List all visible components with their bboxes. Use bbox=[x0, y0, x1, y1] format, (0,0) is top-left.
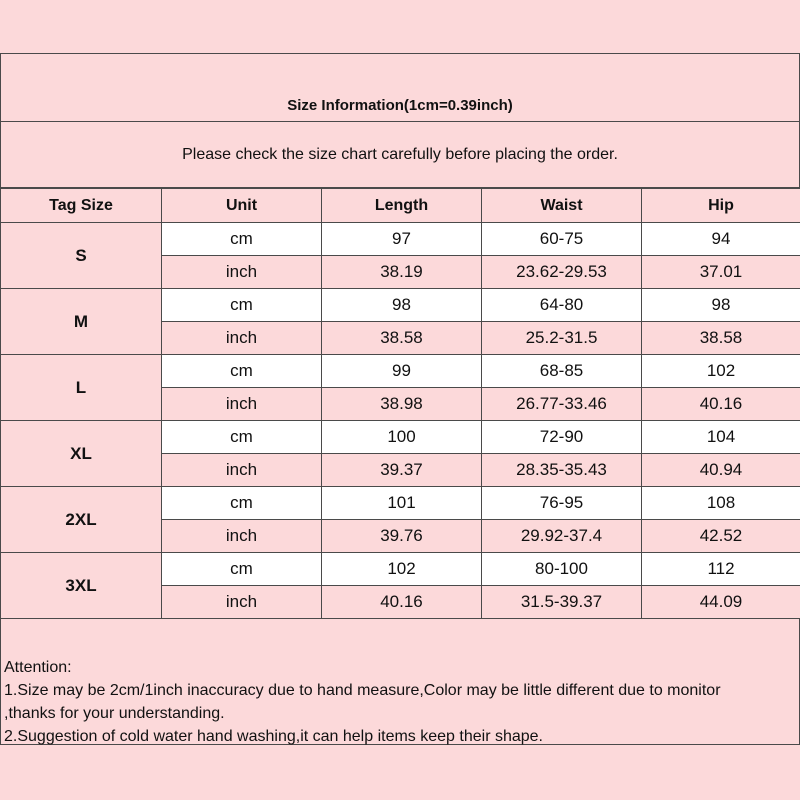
subtitle-row bbox=[0, 122, 800, 188]
table-row bbox=[1, 487, 800, 520]
unit-cell: cm bbox=[162, 289, 322, 322]
hip-cell: 44.09 bbox=[642, 586, 800, 619]
hip-cell: 98 bbox=[642, 289, 800, 322]
hip-cell: 42.52 bbox=[642, 520, 800, 553]
unit-cell: inch bbox=[162, 586, 322, 619]
tag-size-cell: XL bbox=[1, 421, 162, 487]
waist-cell: 26.77-33.46 bbox=[482, 388, 642, 421]
tag-size-cell: 2XL bbox=[1, 487, 162, 553]
title-row bbox=[0, 53, 800, 122]
table-row bbox=[1, 553, 800, 586]
header-tag-size: Tag Size bbox=[1, 189, 162, 223]
hip-cell: 102 bbox=[642, 355, 800, 388]
unit-cell: cm bbox=[162, 421, 322, 454]
hip-cell: 40.16 bbox=[642, 388, 800, 421]
tag-size-cell: M bbox=[1, 289, 162, 355]
tag-size-cell: 3XL bbox=[1, 553, 162, 619]
table-row bbox=[1, 355, 800, 388]
waist-cell: 29.92-37.4 bbox=[482, 520, 642, 553]
length-cell: 38.58 bbox=[322, 322, 482, 355]
hip-cell: 37.01 bbox=[642, 256, 800, 289]
waist-cell: 76-95 bbox=[482, 487, 642, 520]
waist-cell: 68-85 bbox=[482, 355, 642, 388]
length-cell: 102 bbox=[322, 553, 482, 586]
attention-notes bbox=[4, 656, 800, 748]
length-cell: 38.19 bbox=[322, 256, 482, 289]
hip-cell: 112 bbox=[642, 553, 800, 586]
length-cell: 38.98 bbox=[322, 388, 482, 421]
unit-cell: inch bbox=[162, 454, 322, 487]
length-cell: 40.16 bbox=[322, 586, 482, 619]
size-table bbox=[0, 188, 800, 619]
unit-cell: inch bbox=[162, 520, 322, 553]
length-cell: 98 bbox=[322, 289, 482, 322]
header-hip: Hip bbox=[642, 189, 800, 223]
unit-cell: cm bbox=[162, 223, 322, 256]
length-cell: 101 bbox=[322, 487, 482, 520]
note-line: 1.Size may be 2cm/1inch inaccuracy due to hand measure,Color may be little different due to monitor bbox=[4, 682, 721, 699]
note-line: 2.Suggestion of cold water hand washing,it can help items keep their shape. bbox=[4, 728, 543, 745]
waist-cell: 25.2-31.5 bbox=[482, 322, 642, 355]
page-title: Size Information(1cm=0.39inch) bbox=[287, 97, 513, 114]
length-cell: 100 bbox=[322, 421, 482, 454]
hip-cell: 94 bbox=[642, 223, 800, 256]
table-row bbox=[1, 421, 800, 454]
header-row bbox=[1, 189, 800, 223]
unit-cell: cm bbox=[162, 487, 322, 520]
waist-cell: 60-75 bbox=[482, 223, 642, 256]
hip-cell: 104 bbox=[642, 421, 800, 454]
unit-cell: cm bbox=[162, 355, 322, 388]
waist-cell: 64-80 bbox=[482, 289, 642, 322]
note-line: ,thanks for your understanding. bbox=[4, 705, 225, 722]
page-subtitle: Please check the size chart carefully before placing the order. bbox=[182, 146, 618, 163]
attention-heading: Attention: bbox=[4, 659, 72, 676]
length-cell: 99 bbox=[322, 355, 482, 388]
table-row bbox=[1, 223, 800, 256]
header-waist: Waist bbox=[482, 189, 642, 223]
unit-cell: cm bbox=[162, 553, 322, 586]
waist-cell: 72-90 bbox=[482, 421, 642, 454]
unit-cell: inch bbox=[162, 322, 322, 355]
length-cell: 97 bbox=[322, 223, 482, 256]
hip-cell: 38.58 bbox=[642, 322, 800, 355]
unit-cell: inch bbox=[162, 256, 322, 289]
tag-size-cell: L bbox=[1, 355, 162, 421]
length-cell: 39.37 bbox=[322, 454, 482, 487]
length-cell: 39.76 bbox=[322, 520, 482, 553]
header-unit: Unit bbox=[162, 189, 322, 223]
waist-cell: 23.62-29.53 bbox=[482, 256, 642, 289]
waist-cell: 80-100 bbox=[482, 553, 642, 586]
table-row bbox=[1, 289, 800, 322]
waist-cell: 28.35-35.43 bbox=[482, 454, 642, 487]
header-length: Length bbox=[322, 189, 482, 223]
tag-size-cell: S bbox=[1, 223, 162, 289]
hip-cell: 40.94 bbox=[642, 454, 800, 487]
unit-cell: inch bbox=[162, 388, 322, 421]
hip-cell: 108 bbox=[642, 487, 800, 520]
waist-cell: 31.5-39.37 bbox=[482, 586, 642, 619]
